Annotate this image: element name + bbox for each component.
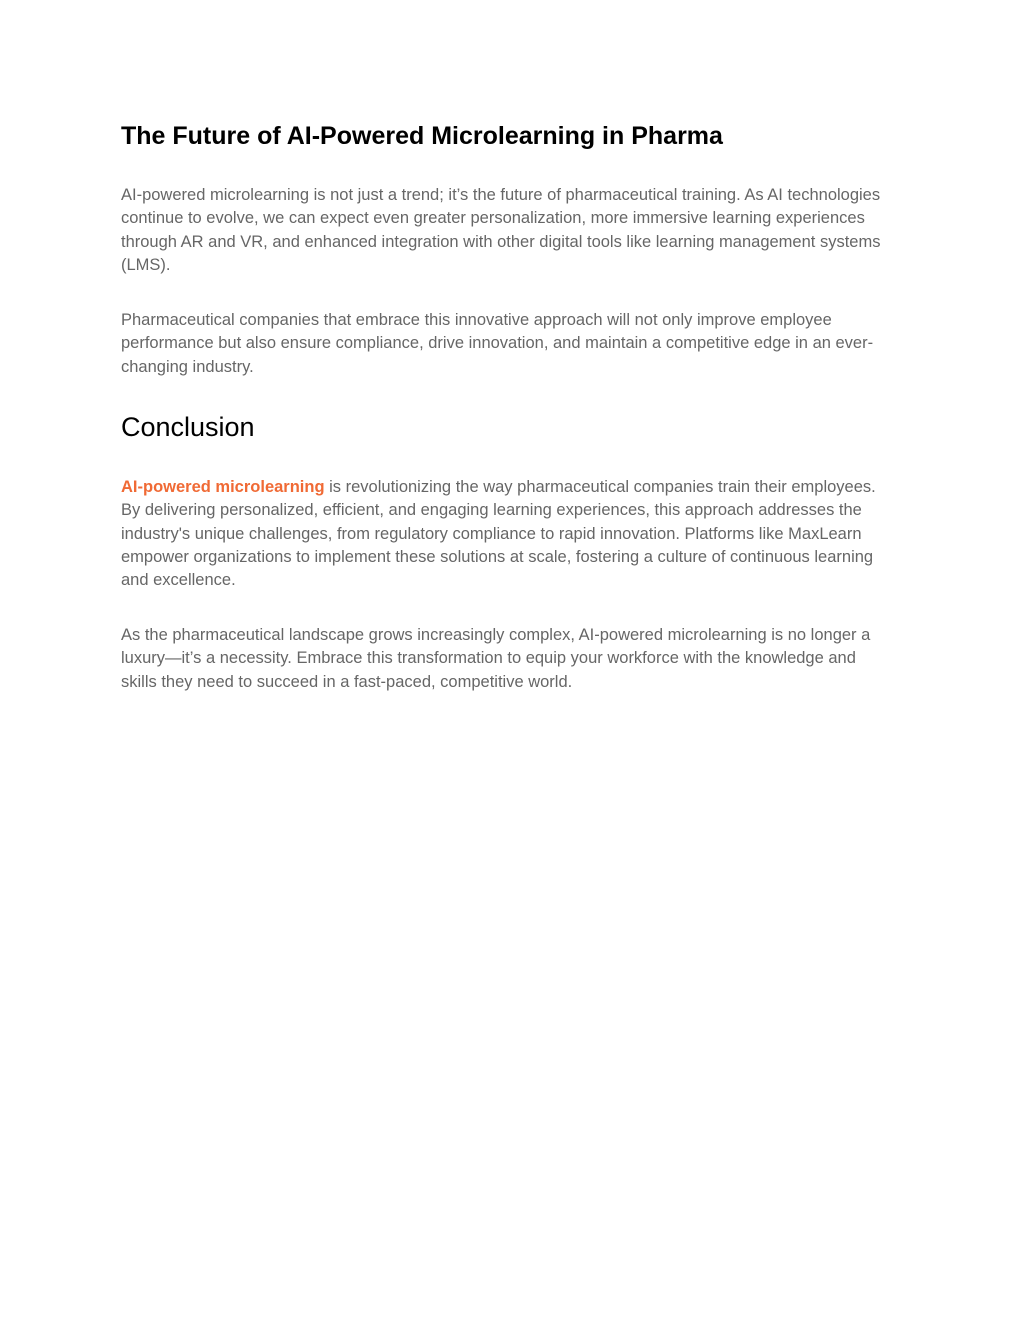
section-heading-conclusion: Conclusion	[121, 412, 255, 442]
section-heading-future: The Future of AI-Powered Microlearning in Pharma	[121, 122, 723, 150]
paragraph-future-intro: AI-powered microlearning is not just a trend; it’s the future of pharmaceutical training. As AI technologies continue to evolve, we can expect even greater personalization, more immersive learning experiences through AR and VR, and enhanced integration with other digital tools like learning management systems (LMS).	[121, 186, 881, 274]
ai-microlearning-link[interactable]: AI-powered microlearning	[121, 478, 325, 496]
paragraph-future-companies: Pharmaceutical companies that embrace this innovative approach will not only improve employee performance but also ensure compliance, drive innovation, and maintain a competitive edge in an ever-changing industry.	[121, 311, 874, 376]
paragraph-conclusion-text: is revolutionizing the way pharmaceutical companies train their employees. By delivering personalized, efficient, and engaging learning experiences, this approach addresses the industry's unique challenges, from regulatory compliance to rapid innovation. Platforms like MaxLearn empower organizations to implement these solutions at scale, fostering a culture of continuous learning and excellence.	[121, 478, 876, 590]
paragraph-conclusion-main	[121, 476, 896, 592]
paragraph-conclusion-necessity: As the pharmaceutical landscape grows increasingly complex, AI-powered microlearning is no longer a luxury—it’s a necessity. Embrace this transformation to equip your workforce with the knowledge and skills they need to succeed in a fast-paced, competitive world.	[121, 626, 871, 691]
